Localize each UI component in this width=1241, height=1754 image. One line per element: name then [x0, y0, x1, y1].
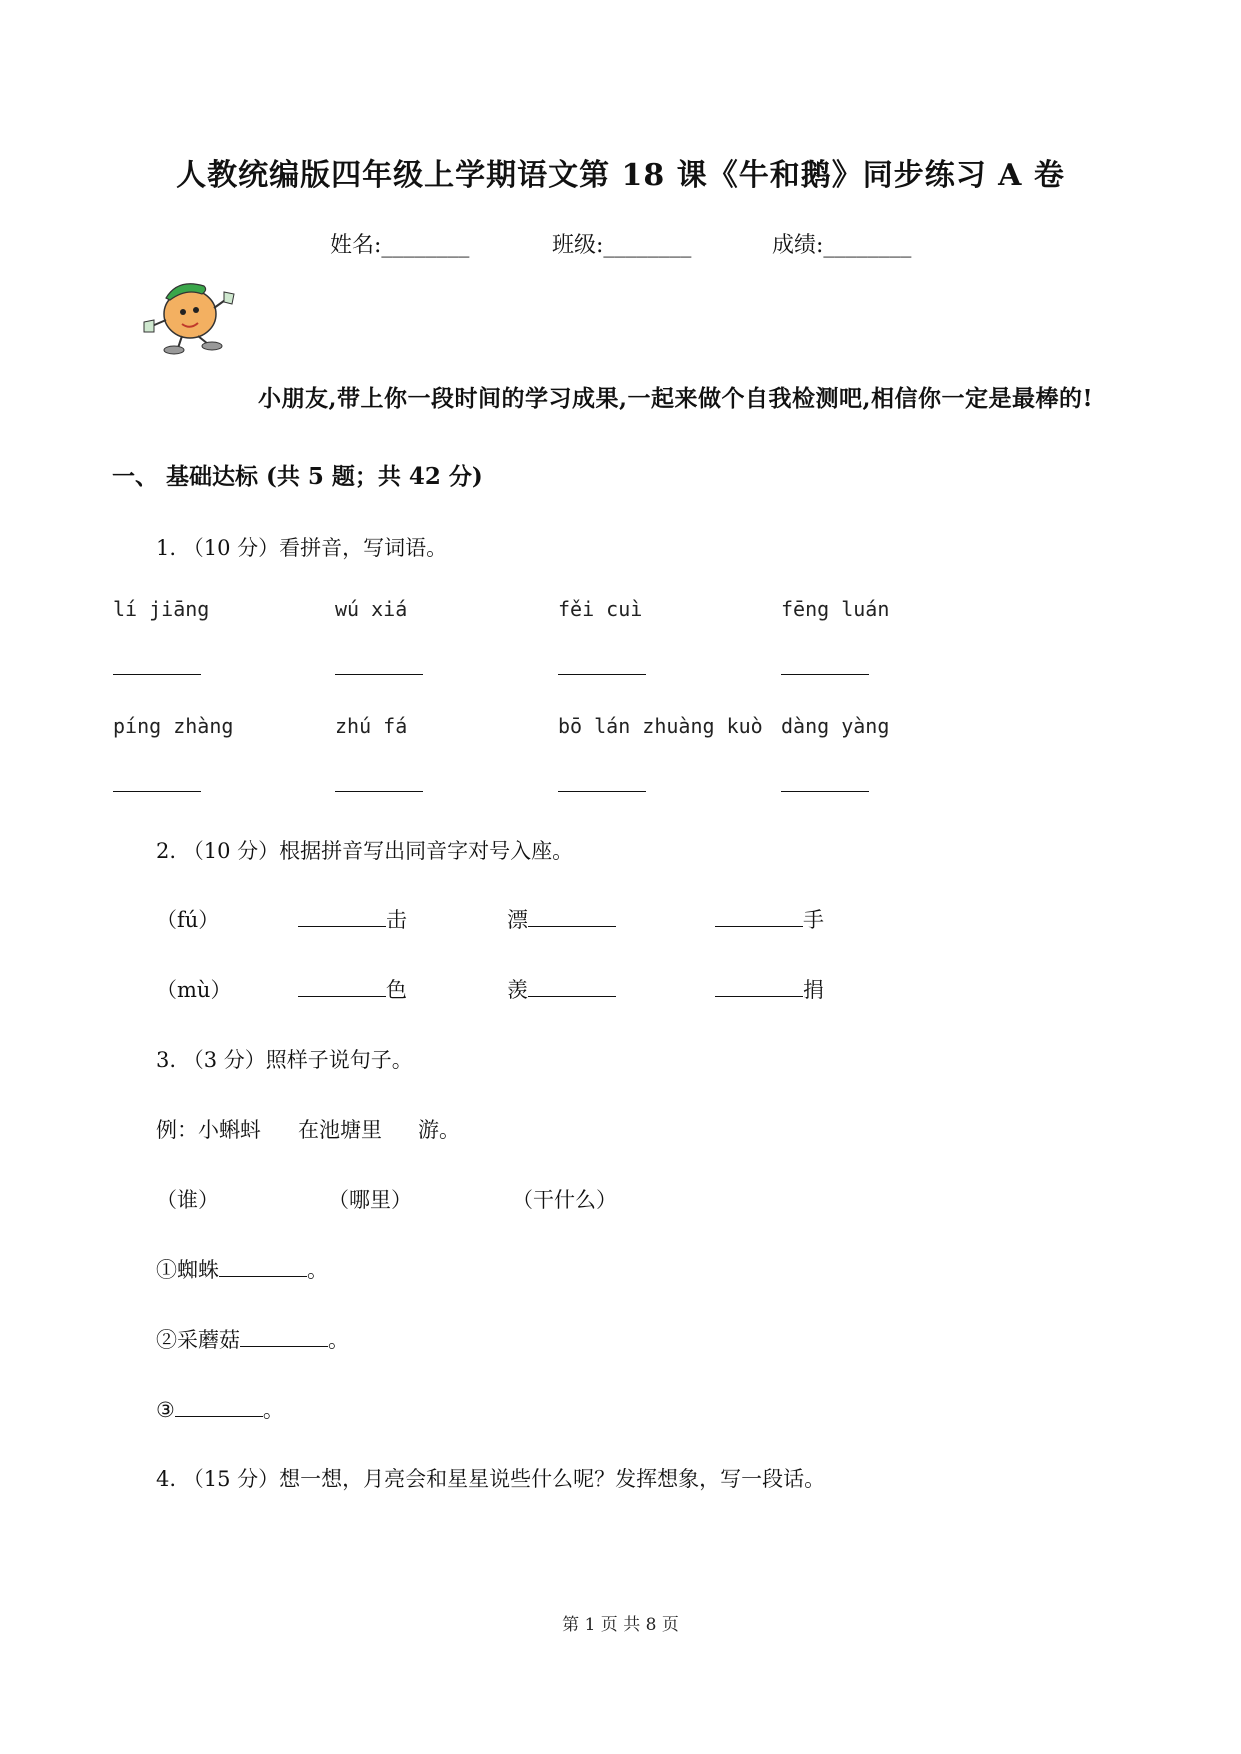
name-field-label: 姓名:________ — [330, 233, 470, 258]
answer-blank[interactable] — [715, 978, 803, 997]
answer-blank[interactable] — [528, 908, 616, 927]
pinyin-item: lí jiāng — [113, 597, 210, 621]
answer-blank[interactable] — [781, 791, 869, 792]
answer-blank[interactable] — [240, 1328, 328, 1347]
answer-blank[interactable] — [558, 791, 646, 792]
sentence-item: ③ 。 — [156, 1398, 284, 1422]
question-4-prompt: 4. （15 分）想一想，月亮会和星星说些什么呢？发挥想象，写一段话。 — [156, 1467, 826, 1491]
question-1-prompt: 1. （10 分）看拼音，写词语。 — [156, 536, 448, 560]
pinyin-item: wú xiá — [335, 597, 408, 621]
answer-blank[interactable] — [113, 791, 201, 792]
answer-blank[interactable] — [558, 674, 646, 675]
pinyin-item: fěi cuì — [558, 597, 643, 621]
sentence-item: ②采蘑菇 。 — [156, 1328, 349, 1352]
question-2-prompt: 2. （10 分）根据拼音写出同音字对号入座。 — [156, 839, 574, 863]
page-footer: 第 1 页 共 8 页 — [562, 1615, 679, 1635]
section-heading: 一、 基础达标 (共 5 题；共 42 分) — [112, 463, 483, 490]
example-label: （干什么） — [512, 1188, 617, 1212]
class-field-label: 班级:________ — [552, 233, 692, 258]
example-label: （哪里） — [328, 1188, 412, 1212]
fill-item: 色 — [298, 974, 407, 1004]
answer-blank[interactable] — [298, 978, 386, 997]
pinyin-label: （mù） — [156, 978, 232, 1002]
example-label: （谁） — [156, 1188, 219, 1212]
question-3-prompt: 3. （3 分）照样子说句子。 — [156, 1048, 413, 1072]
mascot-illustration — [138, 268, 248, 358]
example-part: 游。 — [418, 1118, 460, 1142]
pinyin-label: （fú） — [156, 908, 220, 932]
answer-blank[interactable] — [335, 674, 423, 675]
answer-blank[interactable] — [113, 674, 201, 675]
fill-item: 漂 — [507, 904, 616, 934]
answer-blank[interactable] — [335, 791, 423, 792]
fill-item: 击 — [298, 904, 407, 934]
page-title: 人教统编版四年级上学期语文第 18 课《牛和鹅》同步练习 A 卷 — [176, 158, 1065, 193]
answer-blank[interactable] — [219, 1258, 307, 1277]
sentence-item: ①蜘蛛 。 — [156, 1258, 328, 1282]
pinyin-item: bō lán zhuàng kuò — [558, 714, 763, 738]
greeting-text: 小朋友,带上你一段时间的学习成果,一起来做个自我检测吧,相信你一定是最棒的! — [258, 385, 1094, 412]
answer-blank[interactable] — [298, 908, 386, 927]
pinyin-item: dàng yàng — [781, 714, 890, 738]
pinyin-item: píng zhàng — [113, 714, 234, 738]
example-part: 在池塘里 — [298, 1118, 382, 1142]
fill-item: 手 — [715, 904, 824, 934]
score-field-label: 成绩:________ — [772, 233, 912, 258]
answer-blank[interactable] — [175, 1398, 263, 1417]
answer-blank[interactable] — [781, 674, 869, 675]
pinyin-item: fēng luán — [781, 597, 890, 621]
fill-item: 捐 — [715, 974, 824, 1004]
example-part: 例：小蝌蚪 — [156, 1118, 261, 1142]
fill-item: 羡 — [507, 974, 616, 1004]
answer-blank[interactable] — [715, 908, 803, 927]
answer-blank[interactable] — [528, 978, 616, 997]
pinyin-item: zhú fá — [335, 714, 408, 738]
